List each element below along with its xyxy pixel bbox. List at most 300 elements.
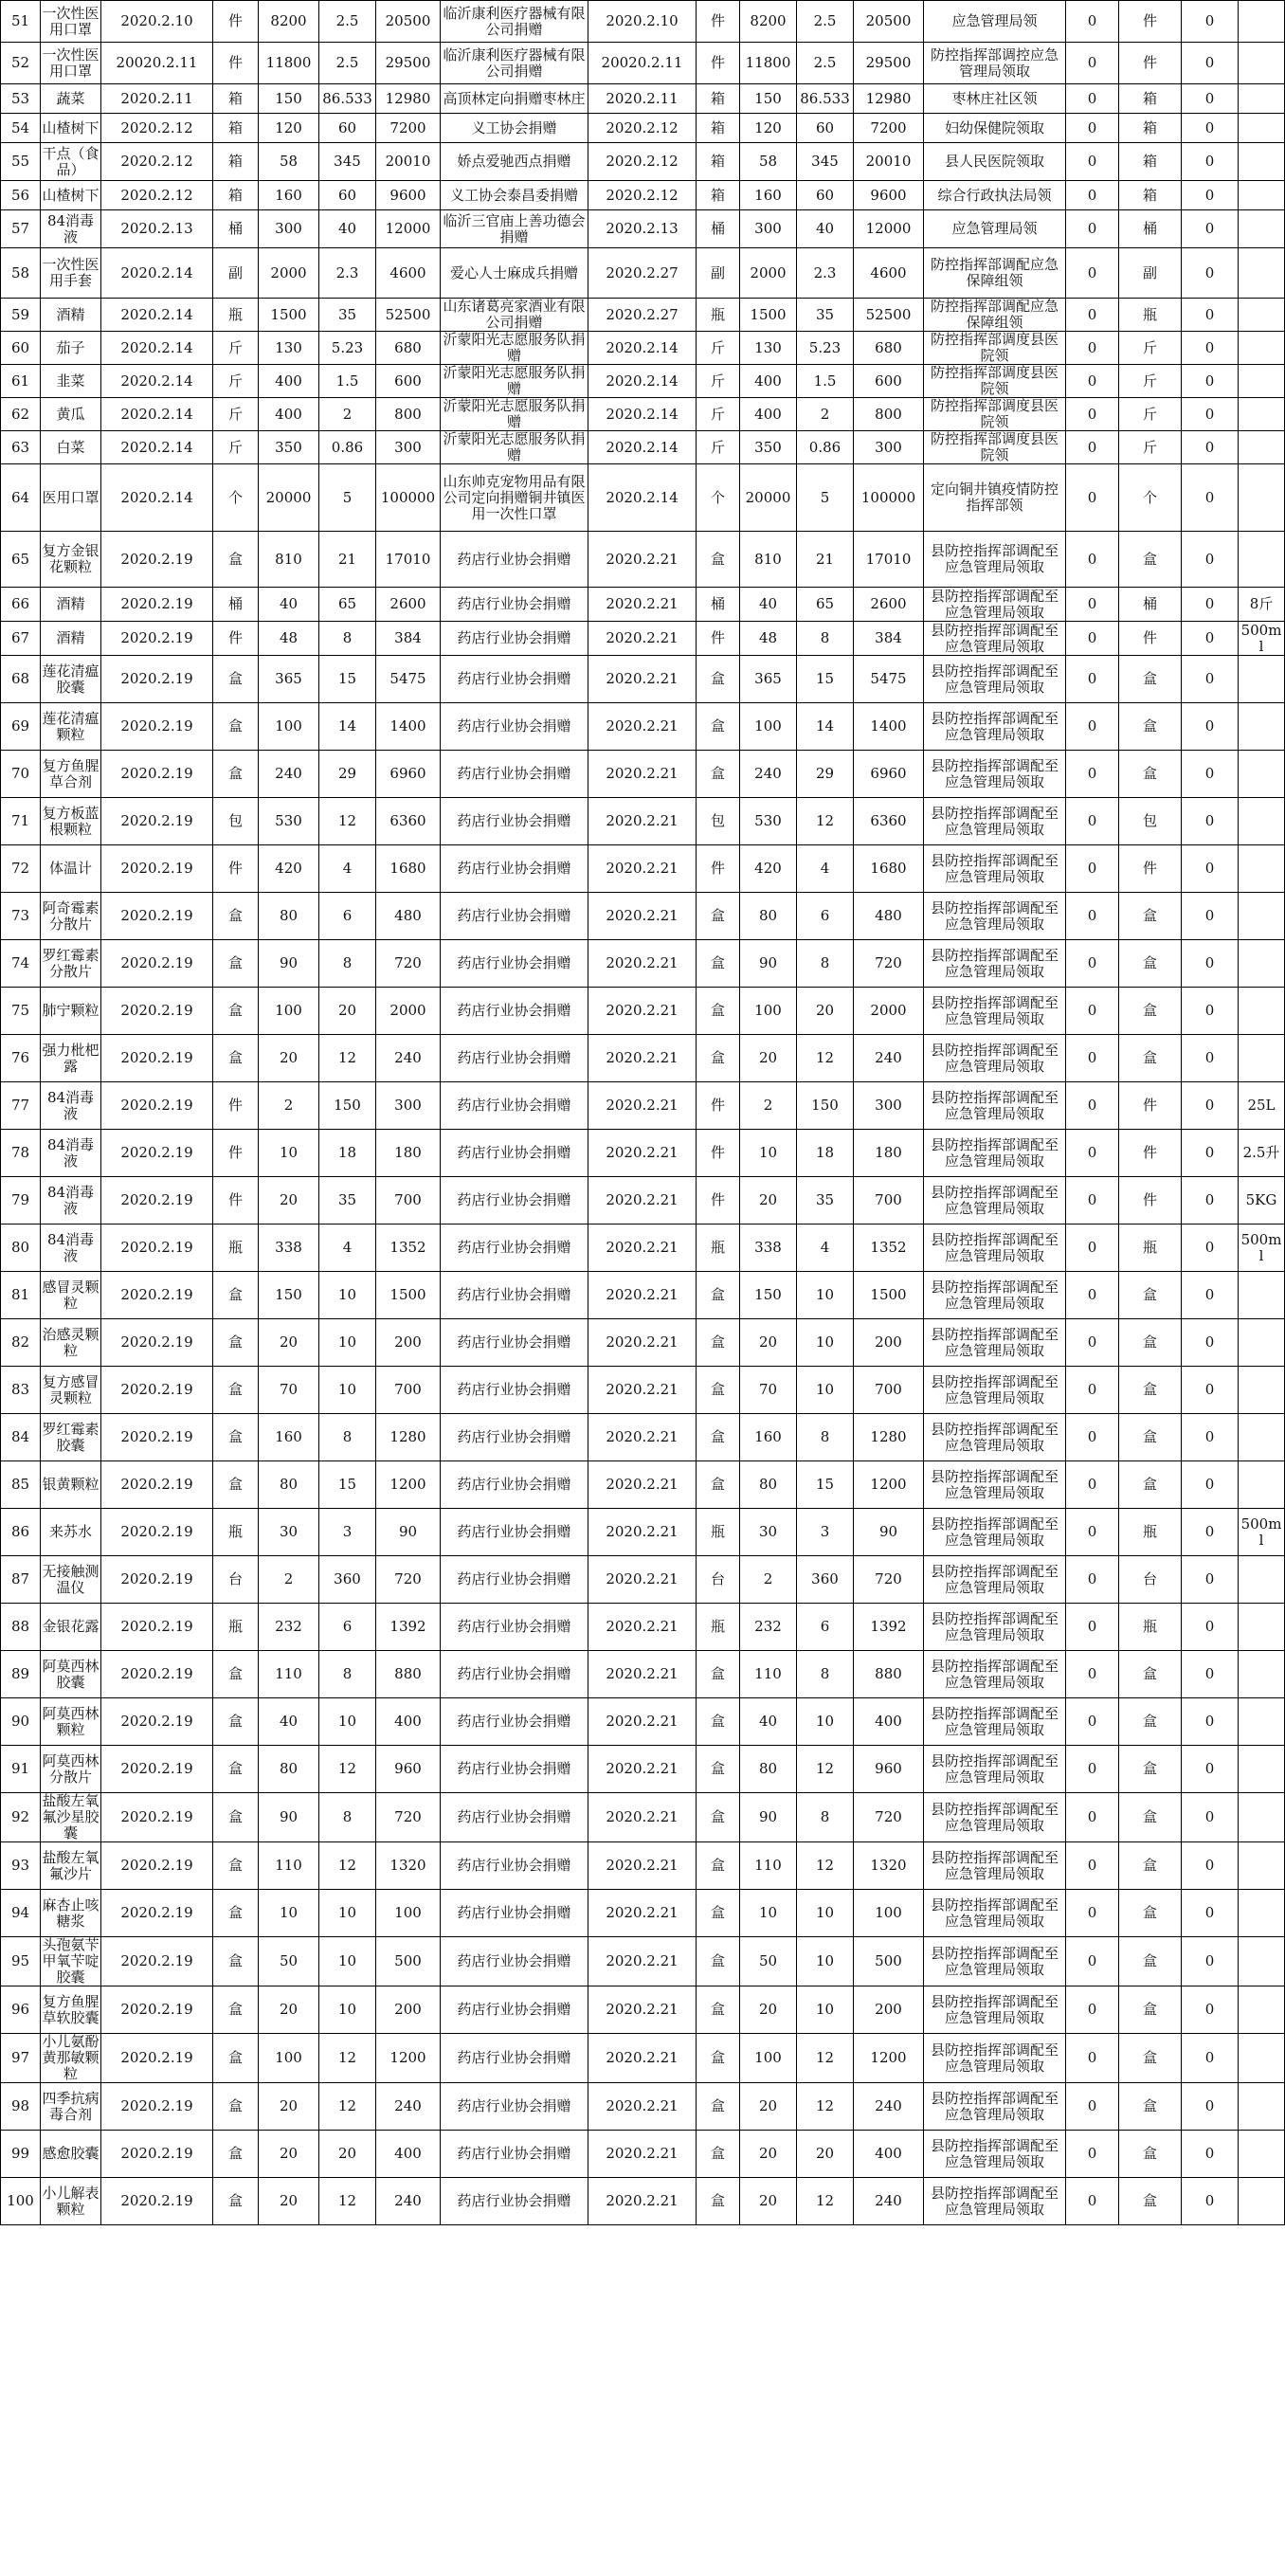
issued-date: 2020.2.21	[588, 798, 697, 845]
received-unit: 盒	[213, 1986, 259, 2034]
recipient-description: 县人民医院领取	[924, 143, 1066, 181]
received-quantity: 80	[259, 1746, 319, 1793]
received-unit-price: 12	[319, 1035, 376, 1082]
issued-date: 2020.2.21	[588, 988, 697, 1035]
donor-description: 临沂三官庙上善功德会 捐赠	[441, 210, 588, 248]
balance-quantity: 0	[1066, 1509, 1119, 1556]
issued-unit: 盒	[697, 893, 740, 940]
received-date: 2020.2.19	[101, 1509, 213, 1556]
issued-amount: 1392	[854, 1604, 924, 1651]
row-number: 95	[1, 1937, 41, 1986]
balance-unit: 件	[1119, 1, 1182, 43]
balance-unit: 件	[1119, 845, 1182, 893]
issued-amount: 2000	[854, 988, 924, 1035]
balance-amount: 0	[1182, 210, 1239, 248]
received-unit: 盒	[213, 1461, 259, 1509]
item-name: 一次性医用口罩	[41, 43, 101, 84]
remark	[1239, 299, 1285, 332]
balance-amount: 0	[1182, 1272, 1239, 1319]
row-number: 62	[1, 398, 41, 431]
issued-quantity: 90	[740, 940, 797, 988]
table-row	[1, 1130, 1285, 1177]
issued-unit: 箱	[697, 181, 740, 210]
issued-quantity: 20	[740, 2178, 797, 2225]
recipient-description: 防控指挥部调控应急管理局领取	[924, 43, 1066, 84]
issued-date: 2020.2.21	[588, 1461, 697, 1509]
recipient-description: 县防控指挥部调配至应急管理局领取	[924, 2131, 1066, 2178]
received-unit-price: 3	[319, 1509, 376, 1556]
issued-unit-price: 12	[797, 2178, 854, 2225]
received-amount: 720	[376, 1793, 441, 1842]
received-date: 2020.2.19	[101, 2034, 213, 2083]
issued-amount: 720	[854, 940, 924, 988]
issued-unit: 盒	[697, 2178, 740, 2225]
issued-unit: 瓶	[697, 1604, 740, 1651]
received-date: 2020.2.19	[101, 1793, 213, 1842]
donor-description: 药店行业协会捐赠	[441, 1177, 588, 1225]
issued-unit-price: 15	[797, 656, 854, 703]
received-unit-price: 1.5	[319, 365, 376, 398]
issued-unit: 件	[697, 43, 740, 84]
balance-quantity: 0	[1066, 210, 1119, 248]
item-name: 无接触测温仪	[41, 1556, 101, 1604]
donor-description: 药店行业协会捐赠	[441, 1890, 588, 1937]
balance-amount: 0	[1182, 1890, 1239, 1937]
balance-quantity: 0	[1066, 1, 1119, 43]
table-row	[1, 2083, 1285, 2131]
table-row	[1, 622, 1285, 656]
received-amount: 7200	[376, 114, 441, 143]
recipient-description: 应急管理局领	[924, 1, 1066, 43]
issued-unit-price: 8	[797, 940, 854, 988]
table-row	[1, 1746, 1285, 1793]
issued-unit: 盒	[697, 1651, 740, 1698]
balance-quantity: 0	[1066, 1272, 1119, 1319]
received-date: 2020.2.19	[101, 1698, 213, 1746]
remark	[1239, 988, 1285, 1035]
received-date: 2020.2.19	[101, 622, 213, 656]
balance-quantity: 0	[1066, 893, 1119, 940]
row-number: 78	[1, 1130, 41, 1177]
remark	[1239, 332, 1285, 365]
donor-description: 药店行业协会捐赠	[441, 532, 588, 588]
issued-quantity: 240	[740, 751, 797, 798]
issued-date: 2020.2.21	[588, 845, 697, 893]
received-quantity: 20	[259, 2131, 319, 2178]
issued-amount: 1320	[854, 1842, 924, 1890]
donor-description: 山东帅克宠物用品有限公司定向捐赠铜井镇医用一次性口罩	[441, 464, 588, 532]
row-number: 79	[1, 1177, 41, 1225]
received-amount: 17010	[376, 532, 441, 588]
row-number: 65	[1, 532, 41, 588]
issued-unit: 斤	[697, 332, 740, 365]
donor-description: 药店行业协会捐赠	[441, 1272, 588, 1319]
table-row	[1, 1986, 1285, 2034]
received-unit: 件	[213, 1082, 259, 1130]
received-unit: 件	[213, 1130, 259, 1177]
table-row	[1, 299, 1285, 332]
recipient-description: 县防控指挥部调配至应急管理局领取	[924, 1035, 1066, 1082]
table-row	[1, 1937, 1285, 1986]
recipient-description: 县防控指挥部调配至应急管理局领取	[924, 1130, 1066, 1177]
received-unit: 斤	[213, 332, 259, 365]
remark	[1239, 181, 1285, 210]
issued-amount: 6360	[854, 798, 924, 845]
item-name: 盐酸左氧氟沙片	[41, 1842, 101, 1890]
remark	[1239, 893, 1285, 940]
balance-unit: 斤	[1119, 398, 1182, 431]
table-row	[1, 2131, 1285, 2178]
issued-date: 2020.2.21	[588, 1414, 697, 1461]
table-row	[1, 1509, 1285, 1556]
recipient-description: 县防控指挥部调配至应急管理局领取	[924, 1461, 1066, 1509]
balance-quantity: 0	[1066, 1986, 1119, 2034]
issued-date: 2020.2.21	[588, 1890, 697, 1937]
issued-unit: 台	[697, 1556, 740, 1604]
donor-description: 娇点爱驰西点捐赠	[441, 143, 588, 181]
balance-amount: 0	[1182, 1130, 1239, 1177]
received-date: 2020.2.19	[101, 2131, 213, 2178]
issued-amount: 29500	[854, 43, 924, 84]
balance-unit: 件	[1119, 1177, 1182, 1225]
balance-unit: 瓶	[1119, 299, 1182, 332]
issued-amount: 800	[854, 398, 924, 431]
balance-unit: 件	[1119, 622, 1182, 656]
received-unit: 个	[213, 464, 259, 532]
issued-date: 2020.2.21	[588, 622, 697, 656]
item-name: 茄子	[41, 332, 101, 365]
issued-amount: 6960	[854, 751, 924, 798]
received-unit: 盒	[213, 1698, 259, 1746]
received-quantity: 80	[259, 1461, 319, 1509]
balance-quantity: 0	[1066, 1082, 1119, 1130]
received-quantity: 1500	[259, 299, 319, 332]
received-date: 2020.2.19	[101, 988, 213, 1035]
balance-quantity: 0	[1066, 431, 1119, 464]
issued-unit: 个	[697, 464, 740, 532]
remark	[1239, 248, 1285, 299]
balance-amount: 0	[1182, 1746, 1239, 1793]
received-unit: 盒	[213, 1937, 259, 1986]
item-name: 复方感冒灵颗粒	[41, 1367, 101, 1414]
issued-unit: 箱	[697, 84, 740, 114]
item-name: 山楂树下	[41, 181, 101, 210]
received-quantity: 100	[259, 703, 319, 751]
remark	[1239, 940, 1285, 988]
donor-description: 药店行业协会捐赠	[441, 1130, 588, 1177]
issued-quantity: 50	[740, 1937, 797, 1986]
donor-description: 沂蒙阳光志愿服务队捐赠	[441, 332, 588, 365]
remark	[1239, 84, 1285, 114]
donor-description: 药店行业协会捐赠	[441, 893, 588, 940]
balance-unit: 盒	[1119, 1035, 1182, 1082]
issued-amount: 1680	[854, 845, 924, 893]
balance-quantity: 0	[1066, 2178, 1119, 2225]
row-number: 61	[1, 365, 41, 398]
remark: 25L	[1239, 1082, 1285, 1130]
received-amount: 2000	[376, 988, 441, 1035]
received-quantity: 90	[259, 940, 319, 988]
received-date: 2020.2.19	[101, 1130, 213, 1177]
table-row	[1, 1842, 1285, 1890]
issued-unit: 斤	[697, 398, 740, 431]
received-amount: 1352	[376, 1225, 441, 1272]
item-name: 小儿氨酚黄那敏颗粒	[42, 2033, 100, 2082]
issued-amount: 400	[854, 2131, 924, 2178]
remark	[1239, 2083, 1285, 2131]
issued-unit: 瓶	[697, 1509, 740, 1556]
balance-amount: 0	[1182, 622, 1239, 656]
received-unit-price: 65	[319, 588, 376, 622]
received-date: 2020.2.19	[101, 1746, 213, 1793]
received-unit: 瓶	[213, 1604, 259, 1651]
issued-unit-price: 2.5	[797, 1, 854, 43]
donor-description: 药店行业协会捐赠	[441, 1986, 588, 2034]
issued-unit-price: 12	[797, 1746, 854, 1793]
issued-amount: 180	[854, 1130, 924, 1177]
recipient-description: 县防控指挥部调配至应急管理局领取	[924, 703, 1066, 751]
balance-unit: 箱	[1119, 181, 1182, 210]
issued-date: 2020.2.21	[588, 588, 697, 622]
recipient-description: 县防控指挥部调配至应急管理局领取	[924, 845, 1066, 893]
issued-date: 20020.2.11	[588, 43, 697, 84]
balance-unit: 盒	[1119, 656, 1182, 703]
balance-quantity: 0	[1066, 114, 1119, 143]
item-name: 一次性医用手套	[41, 248, 101, 299]
balance-amount: 0	[1182, 332, 1239, 365]
balance-amount: 0	[1182, 1937, 1239, 1986]
balance-quantity: 0	[1066, 751, 1119, 798]
issued-quantity: 232	[740, 1604, 797, 1651]
received-unit: 件	[213, 1, 259, 43]
recipient-description: 枣林庄社区领	[924, 84, 1066, 114]
issued-quantity: 8200	[740, 1, 797, 43]
received-quantity: 10	[259, 1130, 319, 1177]
received-unit-price: 6	[319, 893, 376, 940]
received-amount: 240	[376, 2083, 441, 2131]
issued-quantity: 2000	[740, 248, 797, 299]
balance-quantity: 0	[1066, 940, 1119, 988]
balance-unit: 件	[1119, 43, 1182, 84]
issued-unit-price: 3	[797, 1509, 854, 1556]
issued-unit-price: 14	[797, 703, 854, 751]
issued-quantity: 300	[740, 210, 797, 248]
received-amount: 20500	[376, 1, 441, 43]
received-quantity: 20000	[259, 464, 319, 532]
received-amount: 90	[376, 1509, 441, 1556]
issued-date: 2020.2.13	[588, 210, 697, 248]
remark	[1239, 1367, 1285, 1414]
row-number: 52	[1, 43, 41, 84]
table-row	[1, 1604, 1285, 1651]
balance-amount: 0	[1182, 1604, 1239, 1651]
issued-amount: 20500	[854, 1, 924, 43]
issued-quantity: 130	[740, 332, 797, 365]
issued-amount: 100	[854, 1890, 924, 1937]
issued-unit: 斤	[697, 365, 740, 398]
row-number: 98	[1, 2083, 41, 2131]
received-unit-price: 12	[319, 2034, 376, 2083]
balance-quantity: 0	[1066, 1698, 1119, 1746]
donor-description: 沂蒙阳光志愿服务队捐赠	[441, 365, 588, 398]
balance-unit: 瓶	[1119, 1225, 1182, 1272]
received-quantity: 300	[259, 210, 319, 248]
received-unit-price: 4	[319, 845, 376, 893]
remark	[1239, 1556, 1285, 1604]
received-quantity: 20	[259, 1319, 319, 1367]
balance-unit: 盒	[1119, 2178, 1182, 2225]
received-date: 2020.2.19	[101, 703, 213, 751]
recipient-description: 县防控指挥部调配至应急管理局领取	[924, 588, 1066, 622]
issued-unit: 桶	[697, 210, 740, 248]
remark: 2.5升	[1239, 1130, 1285, 1177]
donor-description: 药店行业协会捐赠	[441, 1509, 588, 1556]
balance-unit: 箱	[1119, 114, 1182, 143]
row-number: 76	[1, 1035, 41, 1082]
issued-unit: 瓶	[697, 299, 740, 332]
table-row	[1, 114, 1285, 143]
balance-unit: 盒	[1119, 751, 1182, 798]
received-unit-price: 10	[319, 1986, 376, 2034]
item-name: 医用口罩	[41, 464, 101, 532]
remark	[1239, 143, 1285, 181]
received-quantity: 2000	[259, 248, 319, 299]
received-unit: 盒	[213, 656, 259, 703]
received-unit-price: 12	[319, 1842, 376, 1890]
recipient-description: 县防控指挥部调配至应急管理局领取	[924, 1746, 1066, 1793]
recipient-description: 县防控指挥部调配至应急管理局领取	[924, 1082, 1066, 1130]
received-amount: 300	[376, 431, 441, 464]
received-unit: 盒	[213, 1842, 259, 1890]
issued-amount: 52500	[854, 299, 924, 332]
table-row	[1, 2178, 1285, 2225]
issued-date: 2020.2.14	[588, 365, 697, 398]
received-date: 2020.2.12	[101, 143, 213, 181]
issued-quantity: 80	[740, 893, 797, 940]
balance-amount: 0	[1182, 940, 1239, 988]
donor-description: 高顶林定向捐赠枣林庄	[441, 84, 588, 114]
recipient-description: 防控指挥部调配应急保障组领	[924, 248, 1066, 299]
received-unit: 桶	[213, 210, 259, 248]
row-number: 99	[1, 2131, 41, 2178]
recipient-description: 县防控指挥部调配至应急管理局领取	[924, 1509, 1066, 1556]
issued-unit: 箱	[697, 143, 740, 181]
issued-unit-price: 60	[797, 114, 854, 143]
balance-amount: 0	[1182, 1842, 1239, 1890]
balance-amount: 0	[1182, 2083, 1239, 2131]
donor-description: 沂蒙阳光志愿服务队捐赠	[441, 431, 588, 464]
balance-unit: 盒	[1119, 2034, 1182, 2083]
received-amount: 800	[376, 398, 441, 431]
received-unit-price: 8	[319, 1651, 376, 1698]
issued-amount: 300	[854, 431, 924, 464]
issued-amount: 200	[854, 1319, 924, 1367]
balance-quantity: 0	[1066, 398, 1119, 431]
balance-amount: 0	[1182, 398, 1239, 431]
balance-unit: 瓶	[1119, 1509, 1182, 1556]
recipient-description: 县防控指挥部调配至应急管理局领取	[924, 1272, 1066, 1319]
balance-unit: 箱	[1119, 143, 1182, 181]
table-row	[1, 588, 1285, 622]
issued-quantity: 2	[740, 1556, 797, 1604]
issued-unit-price: 18	[797, 1130, 854, 1177]
balance-quantity: 0	[1066, 1890, 1119, 1937]
issued-unit: 盒	[697, 751, 740, 798]
balance-amount: 0	[1182, 532, 1239, 588]
item-name: 山楂树下	[41, 114, 101, 143]
issued-quantity: 11800	[740, 43, 797, 84]
donor-description: 药店行业协会捐赠	[441, 1367, 588, 1414]
received-unit-price: 10	[319, 1367, 376, 1414]
balance-unit: 盒	[1119, 1461, 1182, 1509]
issued-amount: 90	[854, 1509, 924, 1556]
balance-quantity: 0	[1066, 43, 1119, 84]
received-unit-price: 10	[319, 1937, 376, 1986]
received-amount: 9600	[376, 181, 441, 210]
issued-amount: 9600	[854, 181, 924, 210]
issued-unit-price: 5	[797, 464, 854, 532]
received-unit: 盒	[213, 2131, 259, 2178]
item-name: 肺宁颗粒	[41, 988, 101, 1035]
issued-unit: 盒	[697, 2034, 740, 2083]
remark	[1239, 43, 1285, 84]
received-amount: 100	[376, 1890, 441, 1937]
row-number: 83	[1, 1367, 41, 1414]
issued-unit-price: 12	[797, 798, 854, 845]
issued-quantity: 58	[740, 143, 797, 181]
received-unit-price: 345	[319, 143, 376, 181]
item-name: 盐酸左氧氟沙星胶囊	[42, 1792, 100, 1841]
balance-quantity: 0	[1066, 1461, 1119, 1509]
recipient-description: 县防控指挥部调配至应急管理局领取	[924, 2034, 1066, 2083]
received-quantity: 150	[259, 84, 319, 114]
issued-unit: 盒	[697, 1937, 740, 1986]
remark	[1239, 1651, 1285, 1698]
item-name: 强力枇杷露	[41, 1035, 101, 1082]
remark	[1239, 703, 1285, 751]
received-date: 2020.2.19	[101, 1604, 213, 1651]
table-row	[1, 1177, 1285, 1225]
donor-description: 药店行业协会捐赠	[441, 940, 588, 988]
received-quantity: 20	[259, 2178, 319, 2225]
received-unit-price: 360	[319, 1556, 376, 1604]
balance-unit: 斤	[1119, 332, 1182, 365]
issued-quantity: 150	[740, 84, 797, 114]
balance-unit: 盒	[1119, 2083, 1182, 2131]
row-number: 69	[1, 703, 41, 751]
issued-unit-price: 150	[797, 1082, 854, 1130]
received-unit: 盒	[213, 1793, 259, 1842]
received-amount: 384	[376, 622, 441, 656]
issued-amount: 5475	[854, 656, 924, 703]
received-quantity: 80	[259, 893, 319, 940]
balance-quantity: 0	[1066, 464, 1119, 532]
issued-unit-price: 10	[797, 1272, 854, 1319]
issued-unit-price: 10	[797, 1319, 854, 1367]
issued-date: 2020.2.21	[588, 532, 697, 588]
received-quantity: 365	[259, 656, 319, 703]
recipient-description: 应急管理局领	[924, 210, 1066, 248]
issued-unit-price: 2.5	[797, 43, 854, 84]
item-name: 罗红霉素分散片	[41, 940, 101, 988]
received-amount: 1500	[376, 1272, 441, 1319]
received-unit: 件	[213, 845, 259, 893]
balance-quantity: 0	[1066, 143, 1119, 181]
issued-date: 2020.2.21	[588, 1746, 697, 1793]
received-quantity: 20	[259, 1177, 319, 1225]
received-date: 2020.2.12	[101, 114, 213, 143]
recipient-description: 防控指挥部调度县医院领	[924, 431, 1066, 464]
